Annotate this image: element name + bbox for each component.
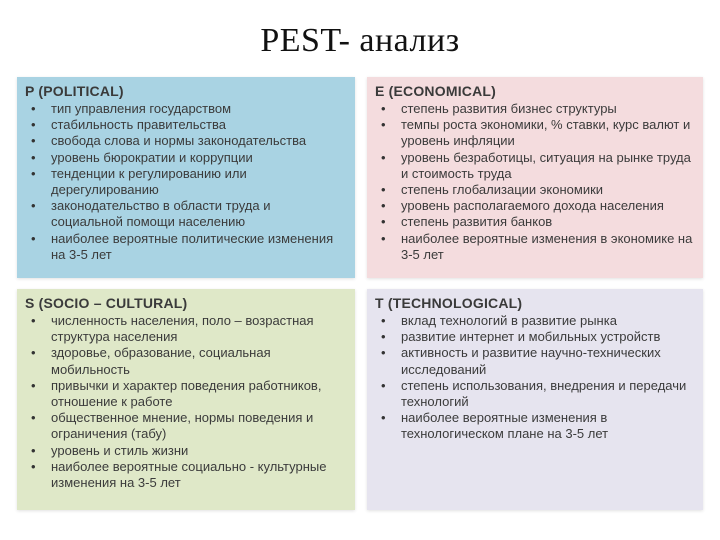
quadrant-heading: S (SOCIO – CULTURAL) bbox=[25, 295, 188, 311]
list-item: • привычки и характер поведения работников, отношение к работе bbox=[25, 378, 345, 410]
list-item: • наиболее вероятные социально - культурные изменения на 3-5 лет bbox=[25, 459, 345, 491]
quadrant-heading: E (ECONOMICAL) bbox=[375, 83, 497, 99]
list-item: • здоровье, образование, социальная мобильность bbox=[25, 345, 345, 377]
list-item: • темпы роста экономики, % ставки, курс валют и уровень инфляции bbox=[375, 117, 693, 149]
list-item: • стабильность правительства bbox=[25, 117, 345, 133]
list-item: • законодательство в области труда и социальной помощи населению bbox=[25, 198, 345, 230]
list-item: • активность и развитие научно-технических исследований bbox=[375, 345, 693, 377]
quadrant-political bbox=[17, 77, 355, 278]
list-item: • степень развития бизнес структуры bbox=[375, 101, 693, 117]
list-item: • численность населения, поло – возрастная структура населения bbox=[25, 313, 345, 345]
list-item: • уровень и стиль жизни bbox=[25, 443, 345, 459]
list-item: • общественное мнение, нормы поведения и ограничения (табу) bbox=[25, 410, 345, 442]
list-item: • степень использования, внедрения и передачи технологий bbox=[375, 378, 693, 410]
list-item: • наиболее вероятные изменения в экономике на 3-5 лет bbox=[375, 231, 693, 263]
page-title: PEST- анализ bbox=[260, 22, 460, 59]
factor-list bbox=[25, 313, 345, 491]
list-item: • наиболее вероятные политические изменения на 3-5 лет bbox=[25, 231, 345, 263]
list-item: • уровень располагаемого дохода населения bbox=[375, 198, 693, 214]
list-item: • наиболее вероятные изменения в технологическом плане на 3-5 лет bbox=[375, 410, 693, 442]
factor-list bbox=[375, 313, 693, 443]
list-item: • уровень безработицы, ситуация на рынке труда и стоимость труда bbox=[375, 150, 693, 182]
factor-list bbox=[375, 101, 693, 263]
quadrant-technological bbox=[367, 289, 703, 510]
list-item: • степень глобализации экономики bbox=[375, 182, 693, 198]
factor-list bbox=[25, 101, 345, 263]
list-item: • тенденции к регулированию или дерегулированию bbox=[25, 166, 345, 198]
quadrant-socio-cultural bbox=[17, 289, 355, 510]
list-item: • свобода слова и нормы законодательства bbox=[25, 133, 345, 149]
list-item: • развитие интернет и мобильных устройств bbox=[375, 329, 693, 345]
list-item: • уровень бюрократии и коррупции bbox=[25, 150, 345, 166]
quadrant-heading: P (POLITICAL) bbox=[25, 83, 124, 99]
list-item: • вклад технологий в развитие рынка bbox=[375, 313, 693, 329]
list-item: • тип управления государством bbox=[25, 101, 345, 117]
quadrant-heading: T (TECHNOLOGICAL) bbox=[375, 295, 523, 311]
list-item: • степень развития банков bbox=[375, 214, 693, 230]
quadrant-economical bbox=[367, 77, 703, 278]
